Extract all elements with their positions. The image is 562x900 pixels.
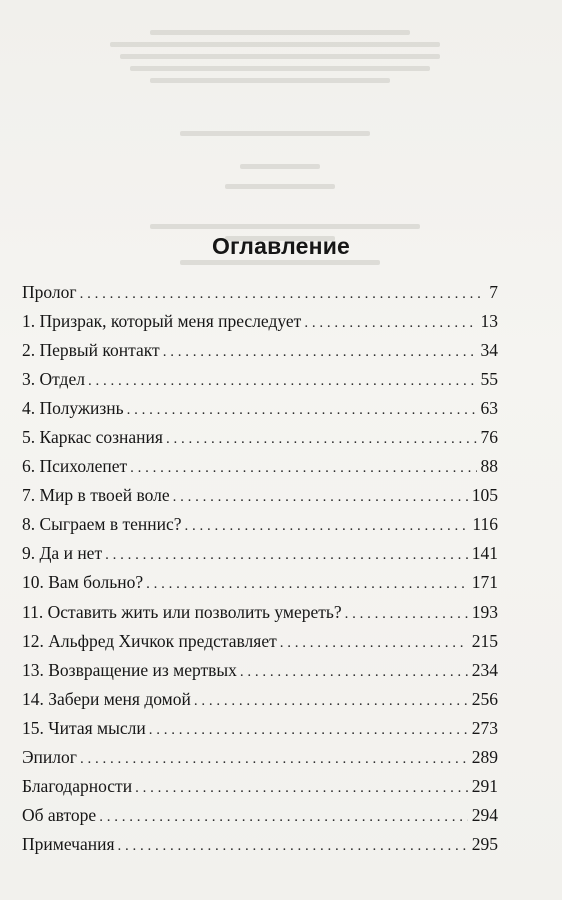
dot-leader — [240, 658, 468, 687]
toc-entry — [22, 365, 498, 394]
toc-entry — [22, 452, 498, 481]
toc-entry-page-number: 105 — [471, 485, 498, 506]
dot-leader — [146, 570, 468, 599]
toc-entry-title: 2. Первый контакт — [22, 340, 160, 361]
toc-entry — [22, 423, 498, 452]
toc-entry-page-number: 193 — [471, 601, 498, 622]
dot-leader — [304, 309, 476, 338]
toc-entry-title: 9. Да и нет — [22, 543, 103, 564]
toc-entry-title: 4. Полужизнь — [22, 398, 124, 419]
toc-entry-title: Примечания — [22, 833, 115, 854]
dot-leader — [80, 745, 468, 774]
toc-entry-title: 11. Оставить жить или позволить умереть? — [22, 601, 342, 622]
toc-entry-title: 13. Возвращение из мертвых — [22, 659, 237, 680]
toc-entry — [22, 801, 498, 830]
toc-entry — [22, 627, 498, 656]
toc-entry — [22, 278, 498, 307]
dot-leader — [99, 803, 468, 832]
toc-entry-title: 5. Каркас сознания — [22, 427, 163, 448]
toc-entry — [22, 714, 498, 743]
dot-leader — [135, 774, 468, 803]
toc-entry — [22, 743, 498, 772]
toc-entry-page-number: 234 — [471, 659, 498, 680]
toc-entry-page-number: 88 — [480, 456, 498, 477]
toc-entry-page-number: 289 — [471, 746, 498, 767]
toc-entry-page-number: 256 — [471, 688, 498, 709]
toc-entry-page-number: 7 — [489, 282, 498, 302]
dot-leader — [185, 512, 469, 541]
dot-leader — [127, 396, 477, 425]
dot-leader — [105, 541, 468, 570]
toc-entry-page-number: 141 — [471, 543, 498, 564]
toc-entry-title: 6. Психолепет — [22, 456, 128, 477]
table-of-contents — [22, 278, 498, 859]
toc-entry — [22, 568, 498, 597]
toc-entry — [22, 656, 498, 685]
toc-entry-title: Пролог — [22, 282, 77, 302]
toc-entry — [22, 539, 498, 568]
toc-entry-title: 8. Сыграем в теннис? — [22, 514, 182, 535]
toc-entry-title: Эпилог — [22, 746, 77, 767]
toc-entry — [22, 510, 498, 539]
dot-leader — [163, 338, 477, 367]
toc-entry-page-number: 273 — [471, 717, 498, 738]
dot-leader — [149, 716, 468, 745]
toc-entry-title: Благодарности — [22, 775, 133, 796]
toc-entry-title: Об авторе — [22, 804, 97, 825]
dot-leader — [130, 454, 476, 483]
dot-leader — [280, 629, 468, 658]
toc-entry-page-number: 63 — [480, 398, 498, 419]
toc-entry-page-number: 295 — [471, 833, 498, 854]
toc-entry-title: 3. Отдел — [22, 369, 85, 390]
toc-entry — [22, 598, 498, 627]
dot-leader — [118, 832, 468, 861]
toc-heading: Оглавление — [211, 233, 351, 259]
toc-entry-page-number: 55 — [480, 369, 498, 390]
toc-entry — [22, 394, 498, 423]
toc-entry-page-number: 291 — [471, 775, 498, 796]
toc-entry — [22, 307, 498, 336]
toc-entry-page-number: 34 — [480, 340, 498, 361]
toc-entry-title: 7. Мир в твоей воле — [22, 485, 170, 506]
toc-entry — [22, 336, 498, 365]
toc-entry-page-number: 294 — [471, 804, 498, 825]
dot-leader — [88, 367, 477, 396]
toc-entry-title: 12. Альфред Хичкок представляет — [22, 630, 277, 651]
toc-entry-page-number: 13 — [480, 311, 498, 332]
toc-entry-title: 10. Вам больно? — [22, 572, 144, 593]
toc-entry-title: 1. Призрак, который меня преследует — [22, 311, 302, 332]
toc-entry-page-number: 215 — [471, 630, 498, 651]
toc-entry-title: 15. Читая мысли — [22, 717, 146, 738]
toc-entry — [22, 685, 498, 714]
dot-leader — [166, 425, 477, 454]
dot-leader — [80, 280, 486, 309]
dot-leader — [345, 600, 468, 629]
toc-entry — [22, 772, 498, 801]
toc-entry-page-number: 171 — [471, 572, 498, 593]
toc-entry — [22, 830, 498, 859]
dot-leader — [194, 687, 468, 716]
toc-entry — [22, 481, 498, 510]
toc-entry-page-number: 116 — [472, 514, 498, 535]
toc-entry-title: 14. Забери меня домой — [22, 688, 191, 709]
toc-entry-page-number: 76 — [480, 427, 498, 448]
dot-leader — [173, 483, 468, 512]
